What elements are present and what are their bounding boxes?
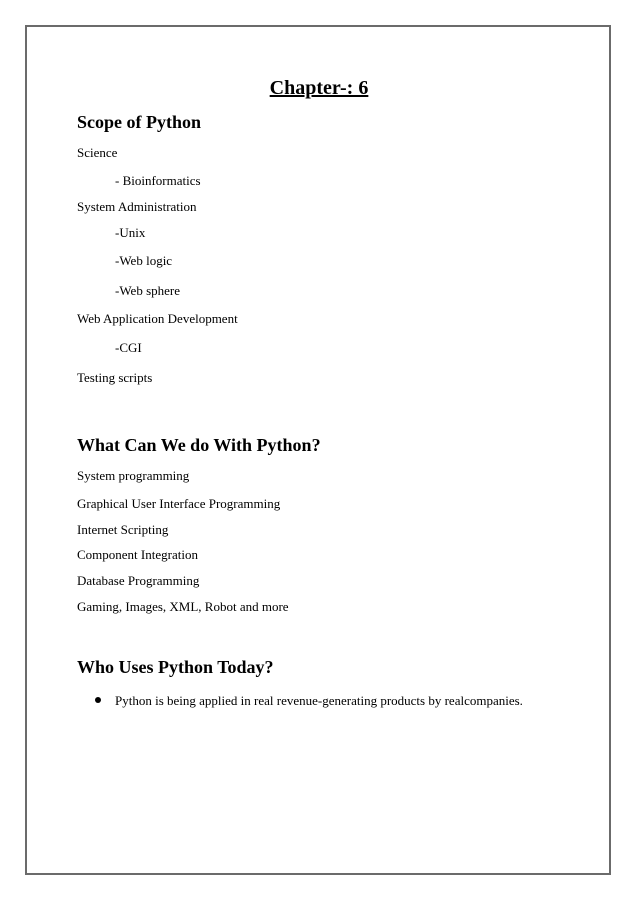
chapter-title: Chapter-: 6 xyxy=(269,77,369,99)
scope-subitem-web-logic: -Web logic xyxy=(115,253,173,268)
scope-item-web-app-dev: Web Application Development xyxy=(77,311,238,326)
uses-item-internet-scripting: Internet Scripting xyxy=(77,522,169,537)
scope-item-science: Science xyxy=(77,145,118,160)
users-heading: Who Uses Python Today? xyxy=(77,657,274,677)
uses-item-system-programming: System programming xyxy=(77,468,190,483)
uses-item-database-programming: Database Programming xyxy=(77,573,200,588)
scope-subitem-web-sphere: -Web sphere xyxy=(115,283,181,298)
scope-subitem-cgi: -CGI xyxy=(115,340,142,355)
scope-heading: Scope of Python xyxy=(77,112,202,132)
uses-item-gaming: Gaming, Images, XML, Robot and more xyxy=(77,599,289,614)
users-bullet-item: Python is being applied in real revenue-generating products by realcompanies. xyxy=(115,693,523,708)
uses-heading: What Can We do With Python? xyxy=(77,435,321,455)
bullet-icon xyxy=(95,697,101,703)
scope-item-system-administration: System Administration xyxy=(77,199,197,214)
scope-item-testing-scripts: Testing scripts xyxy=(77,370,153,385)
scope-subitem-bioinformatics: - Bioinformatics xyxy=(115,173,201,188)
uses-item-gui-programming: Graphical User Interface Programming xyxy=(77,496,281,511)
scope-subitem-unix: -Unix xyxy=(115,225,146,240)
uses-item-component-integration: Component Integration xyxy=(77,547,198,562)
